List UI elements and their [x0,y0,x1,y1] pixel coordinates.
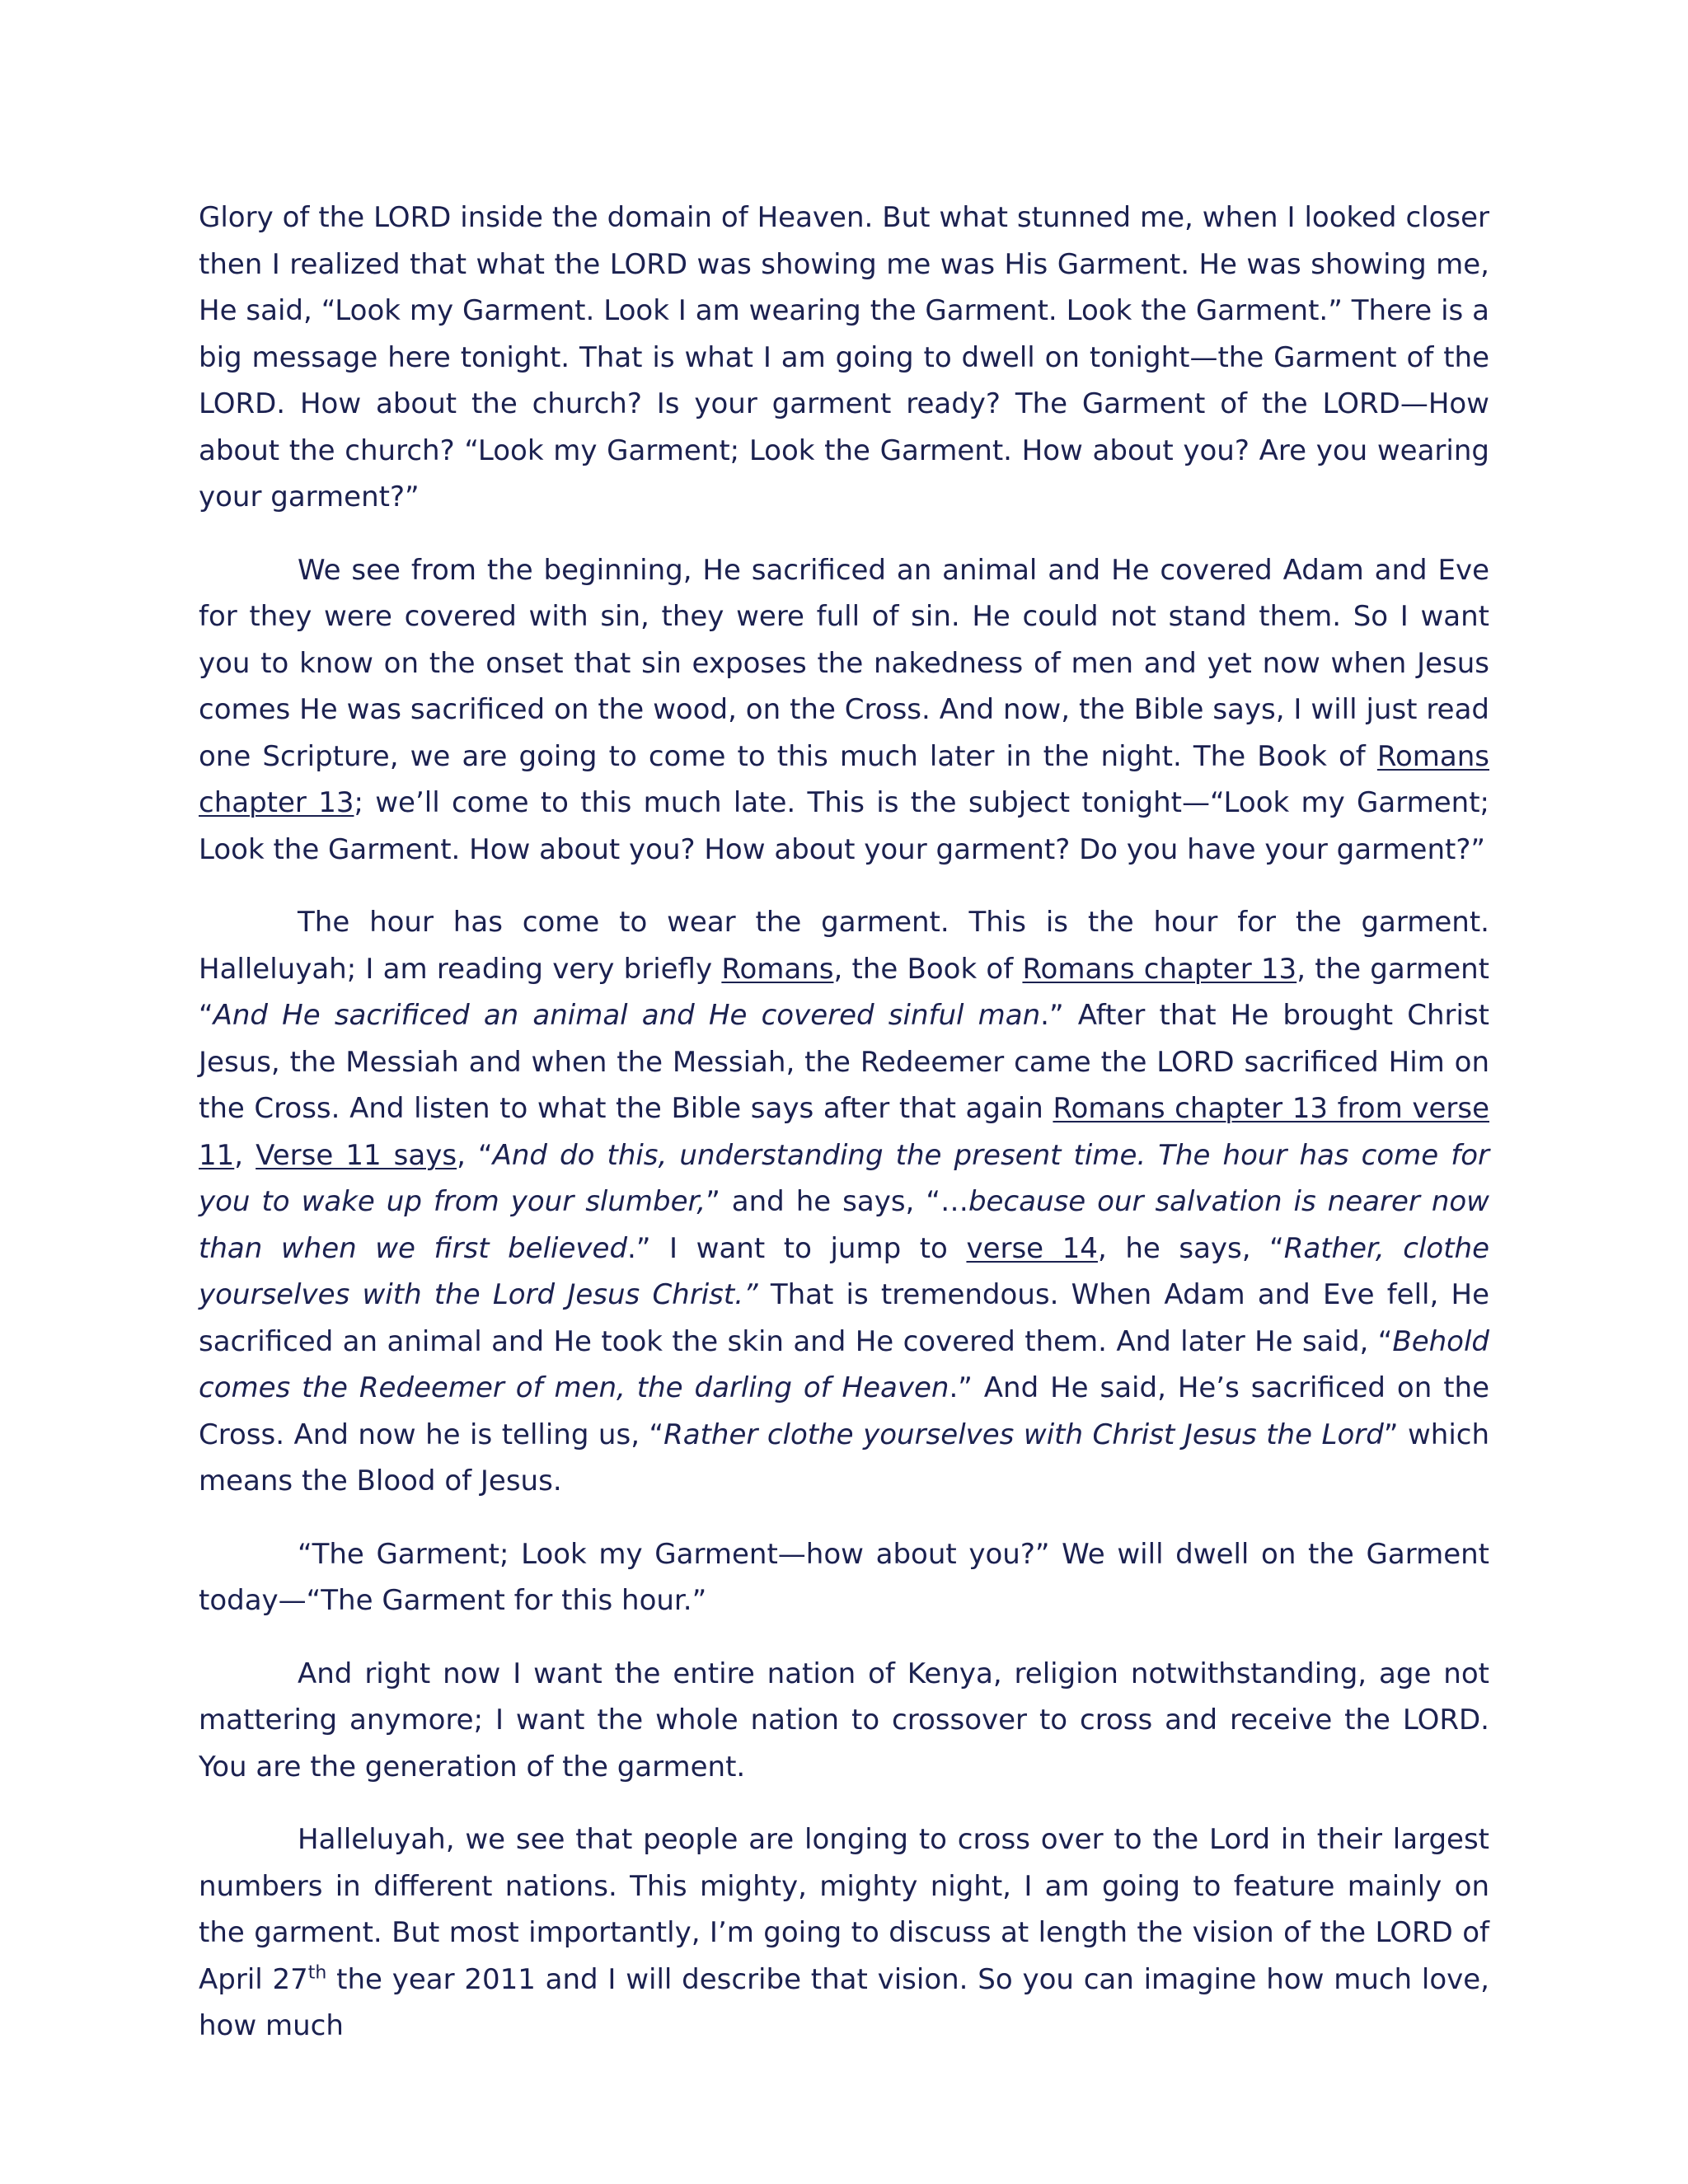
paragraph-text: ” which means the Blood of Jesus. [199,1418,1490,1497]
scripture-quote: And do this, understanding the present time. The hour has come for you to wake up from your slumber, [199,1138,1489,1218]
scripture-quote: Rather, clothe yourselves with the Lord Jesus Christ.” [199,1231,1490,1311]
paragraph-text: The hour has come to wear the garment. This is the hour for the garment. Halleluyah; I am reading very briefly [199,906,1489,986]
document-page [199,194,1489,2076]
paragraph-4 [199,1531,1489,1624]
scripture-quote: And He sacrificed an animal and He covered sinful man [213,999,1041,1032]
scripture-link-verse-11[interactable]: Verse 11 says [256,1138,457,1172]
paragraph-text: .” I want to jump to [627,1231,967,1265]
paragraph-text: , [234,1138,256,1172]
paragraph-text: , the Book of [833,952,1023,986]
paragraph-text: .” After that He brought Christ Jesus, the Messiah and when the Messiah, the Redeemer came the LORD sacrificed Him on the Cross. And listen to what the Bible says after that again [199,999,1489,1125]
paragraph-text: ; we’ll come to this much late. This is the subject tonight—“Look my Garment; Look the Garment. How about you? How about your garment? Do you have your garment?” [199,786,1489,866]
paragraph-text: “The Garment; Look my Garment—how about you?” We will dwell on the Garment today—“The Garment for this hour.” [199,1537,1489,1617]
paragraph-text: We see from the beginning, He sacrificed an animal and He covered Adam and Eve for they were covered with sin, they were full of sin. He could not stand them. So I want you to know on the onset that sin exposes the nakedness of men and yet now when Jesus comes He was sacrificed on the wood, on the Cross. And now, the Bible says, I will just read one Scripture, we are going to come to this much later in the night. The Book of [199,553,1489,773]
paragraph-text: , the garment “ [199,952,1489,1032]
scripture-link-romans-13-11[interactable]: Romans chapter 13 from verse 11 [199,1092,1489,1172]
scripture-quote: Behold comes the Redeemer of men, the darling of Heaven [199,1324,1489,1404]
ordinal-superscript: th [307,1962,327,1984]
scripture-link-romans-13[interactable]: Romans chapter 13 [1022,952,1297,986]
paragraph-text: , he says, “ [1097,1231,1284,1265]
paragraph-2 [199,547,1489,874]
paragraph-text: the year 2011 and I will describe that vision. So you can imagine how much love, how much [199,1962,1489,2042]
paragraph-text: That is tremendous. When Adam and Eve fell, He sacrificed an animal and He took the skin and He covered them. And later He said, “ [199,1278,1489,1358]
scripture-quote: Rather clothe yourselves with Christ Jesus the Lord [663,1418,1384,1451]
paragraph-3 [199,899,1489,1505]
paragraph-6 [199,1816,1489,2050]
paragraph-text: , “ [457,1138,493,1172]
scripture-quote: because our salvation is nearer now than when we first believed [199,1185,1489,1265]
scripture-link-romans-13[interactable]: Romans chapter 13 [199,739,1489,819]
scripture-link-romans[interactable]: Romans [721,952,834,986]
paragraph-text: Halleluyah, we see that people are longing to cross over to the Lord in their largest numbers in different nations. This mighty, mighty night, I am going to feature mainly on the garment. But most importantly, I’m going to discuss at length the vision of the LORD of April 27 [199,1823,1489,1996]
paragraph-text: .” And He said, He’s sacrificed on the Cross. And now he is telling us, “ [199,1371,1490,1451]
paragraph-5 [199,1651,1489,1791]
paragraph-text: Glory of the LORD inside the domain of Heaven. But what stunned me, when I looked closer then I realized that what the LORD was showing me was His Garment. He was showing me, He said, “Look my Garment. Look I am wearing the Garment. Look the Garment.” There is a big message here tonight. That is what I am going to dwell on tonight—the Garment of the LORD. How about the church? Is your garment ready? The Garment of the LORD—How about the church? “Look my Garment; Look the Garment. How about you? Are you wearing your garment?” [199,201,1489,513]
paragraph-1 [199,194,1489,521]
scripture-link-verse-14[interactable]: verse 14 [966,1231,1098,1265]
paragraph-text: And right now I want the entire nation of Kenya, religion notwithstanding, age not mattering anymore; I want the whole nation to crossover to cross and receive the LORD. You are the generation of the garment. [199,1657,1489,1783]
paragraph-text: ” and he says, “… [706,1185,968,1218]
